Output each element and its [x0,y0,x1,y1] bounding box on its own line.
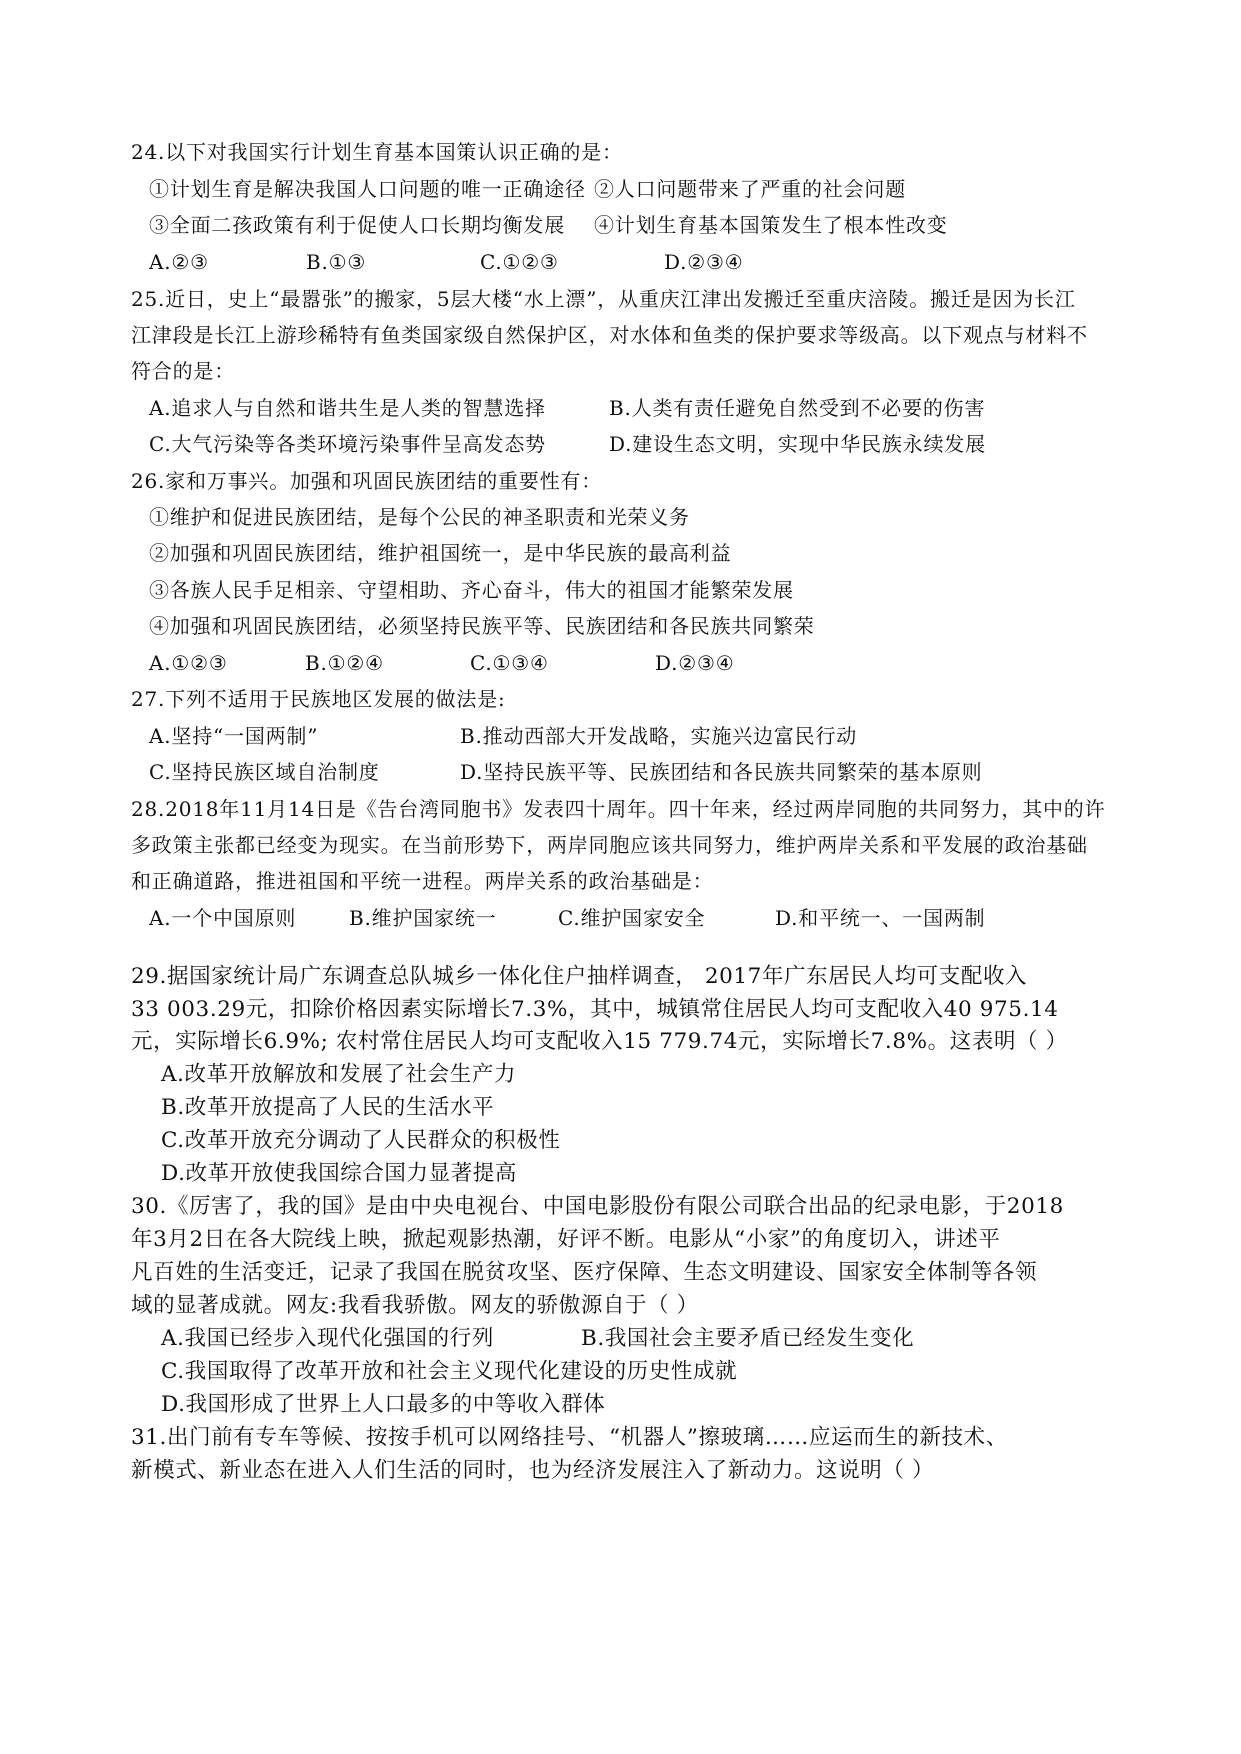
q25-option-d: D.建设生态文明，实现中华民族永续发展 [609,432,986,456]
q30-line-4: 域的显著成就。网友:我看我骄傲。网友的骄傲源自于（ ） [131,1293,699,1318]
q27-option-d: D.坚持民族平等、民族团结和各民族共同繁荣的基本原则 [460,760,983,784]
q28-option-a: A.一个中国原则 [149,906,297,930]
q29-line-3: 元，实际增长6.9%; 农村常住居民人均可支配收入15 779.74元，实际增长7.8%。这表明（ ） [131,1029,1068,1054]
q30-option-a: A.我国已经步入现代化强国的行列 [161,1326,494,1351]
q26-option-b: B.①②④ [305,651,384,675]
q28-option-c: C.维护国家安全 [558,906,706,930]
q24-option-d: D.②③④ [664,250,744,274]
q26-option-c: C.①③④ [470,651,549,675]
q27-option-b: B.推动西部大开发战略，实施兴边富民行动 [460,724,858,748]
q26-stem: 26.家和万事兴。加强和巩固民族团结的重要性有： [131,469,603,493]
q24-option-c: C.①②③ [480,250,559,274]
q29-option-c: C.改革开放充分调动了人民群众的积极性 [161,1128,561,1153]
q28-line-2: 多政策主张都已经变为现实。在当前形势下，两岸同胞应该共同努力，维护两岸关系和平发展的政治基础 [131,833,1088,857]
q27-option-a: A.坚持“一国两制” [149,724,319,748]
q30-option-c: C.我国取得了改革开放和社会主义现代化建设的历史性成就 [161,1359,738,1384]
q24-statement-4: ④计划生育基本国策发生了根本性改变 [594,213,948,237]
q25-option-a: A.追求人与自然和谐共生是人类的智慧选择 [149,396,546,420]
q26-statement-1: ①维护和促进民族团结，是每个公民的神圣职责和光荣义务 [149,505,690,529]
q29-option-b: B.改革开放提高了人民的生活水平 [161,1095,495,1120]
q29-option-d: D.改革开放使我国综合国力显著提高 [161,1161,518,1186]
q24-statement-2: ②人口问题带来了严重的社会问题 [594,177,906,201]
q31-line-1: 31.出门前有专车等候、按按手机可以网络挂号、“机器人”擦玻璃……应运而生的新技术、 [131,1425,1008,1450]
q27-option-c: C.坚持民族区域自治制度 [149,760,380,784]
q28-line-3: 和正确道路，推进祖国和平统一进程。两岸关系的政治基础是： [131,869,714,893]
q29-line-1: 29.据国家统计局广东调查总队城乡一体化住户抽样调查， 2017年广东居民人均可支配收入 [131,964,1028,989]
q30-option-b: B.我国社会主要矛盾已经发生变化 [581,1326,915,1351]
q28-option-d: D.和平统一、一国两制 [775,906,986,930]
q29-line-2: 33 003.29元，扣除价格因素实际增长7.3%，其中，城镇常住居民人均可支配收入40 975.14 [131,997,1059,1022]
q26-statement-3: ③各族人民手足相亲、守望相助、齐心奋斗，伟大的祖国才能繁荣发展 [149,578,794,602]
q26-option-a: A.①②③ [149,651,228,675]
q30-option-d: D.我国形成了世界上人口最多的中等收入群体 [161,1392,606,1417]
q24-stem: 24.以下对我国实行计划生育基本国策认识正确的是： [131,140,623,164]
q24-statement-1: ①计划生育是解决我国人口问题的唯一正确途径 [149,177,586,201]
q24-option-a: A.②③ [149,250,209,274]
q25-line-2: 江津段是长江上游珍稀特有鱼类国家级自然保护区，对水体和鱼类的保护要求等级高。以下观点与材料不 [131,323,1088,347]
q28-line-1: 28.2018年11月14日是《告台湾同胞书》发表四十周年。四十年来，经过两岸同胞的共同努力，其中的许 [131,797,1106,821]
q25-option-b: B.人类有责任避免自然受到不必要的伤害 [609,396,986,420]
q25-line-1: 25.近日，史上“最嚣张”的搬家，5层大楼“水上漂”，从重庆江津出发搬迁至重庆涪陵。搬迁是因为长江 [131,287,1076,311]
q29-option-a: A.改革开放解放和发展了社会生产力 [161,1062,517,1087]
q25-option-c: C.大气污染等各类环境污染事件呈高发态势 [149,432,546,456]
q26-statement-2: ②加强和巩固民族团结，维护祖国统一，是中华民族的最高利益 [149,541,732,565]
q26-option-d: D.②③④ [655,651,735,675]
q24-option-b: B.①③ [306,250,367,274]
q26-statement-4: ④加强和巩固民族团结，必须坚持民族平等、民族团结和各民族共同繁荣 [149,614,815,638]
q28-option-b: B.维护国家统一 [349,906,497,930]
q30-line-2: 年3月2日在各大院线上映，掀起观影热潮，好评不断。电影从“小家”的角度切入，讲述平 [131,1227,1001,1252]
q24-statement-3: ③全面二孩政策有利于促使人口长期均衡发展 [149,213,565,237]
q31-line-2: 新模式、新业态在进入人们生活的同时，也为经济发展注入了新动力。这说明（ ） [131,1458,935,1483]
q25-line-3: 符合的是： [131,359,235,383]
q30-line-1: 30.《厉害了，我的国》是由中央电视台、中国电影股份有限公司联合出品的纪录电影，于2018 [131,1194,1064,1219]
q30-line-3: 凡百姓的生活变迁，记录了我国在脱贫攻坚、医疗保障、生态文明建设、国家安全体制等各领 [131,1260,1038,1285]
q27-stem: 27.下列不适用于民族地区发展的做法是: [131,687,506,711]
